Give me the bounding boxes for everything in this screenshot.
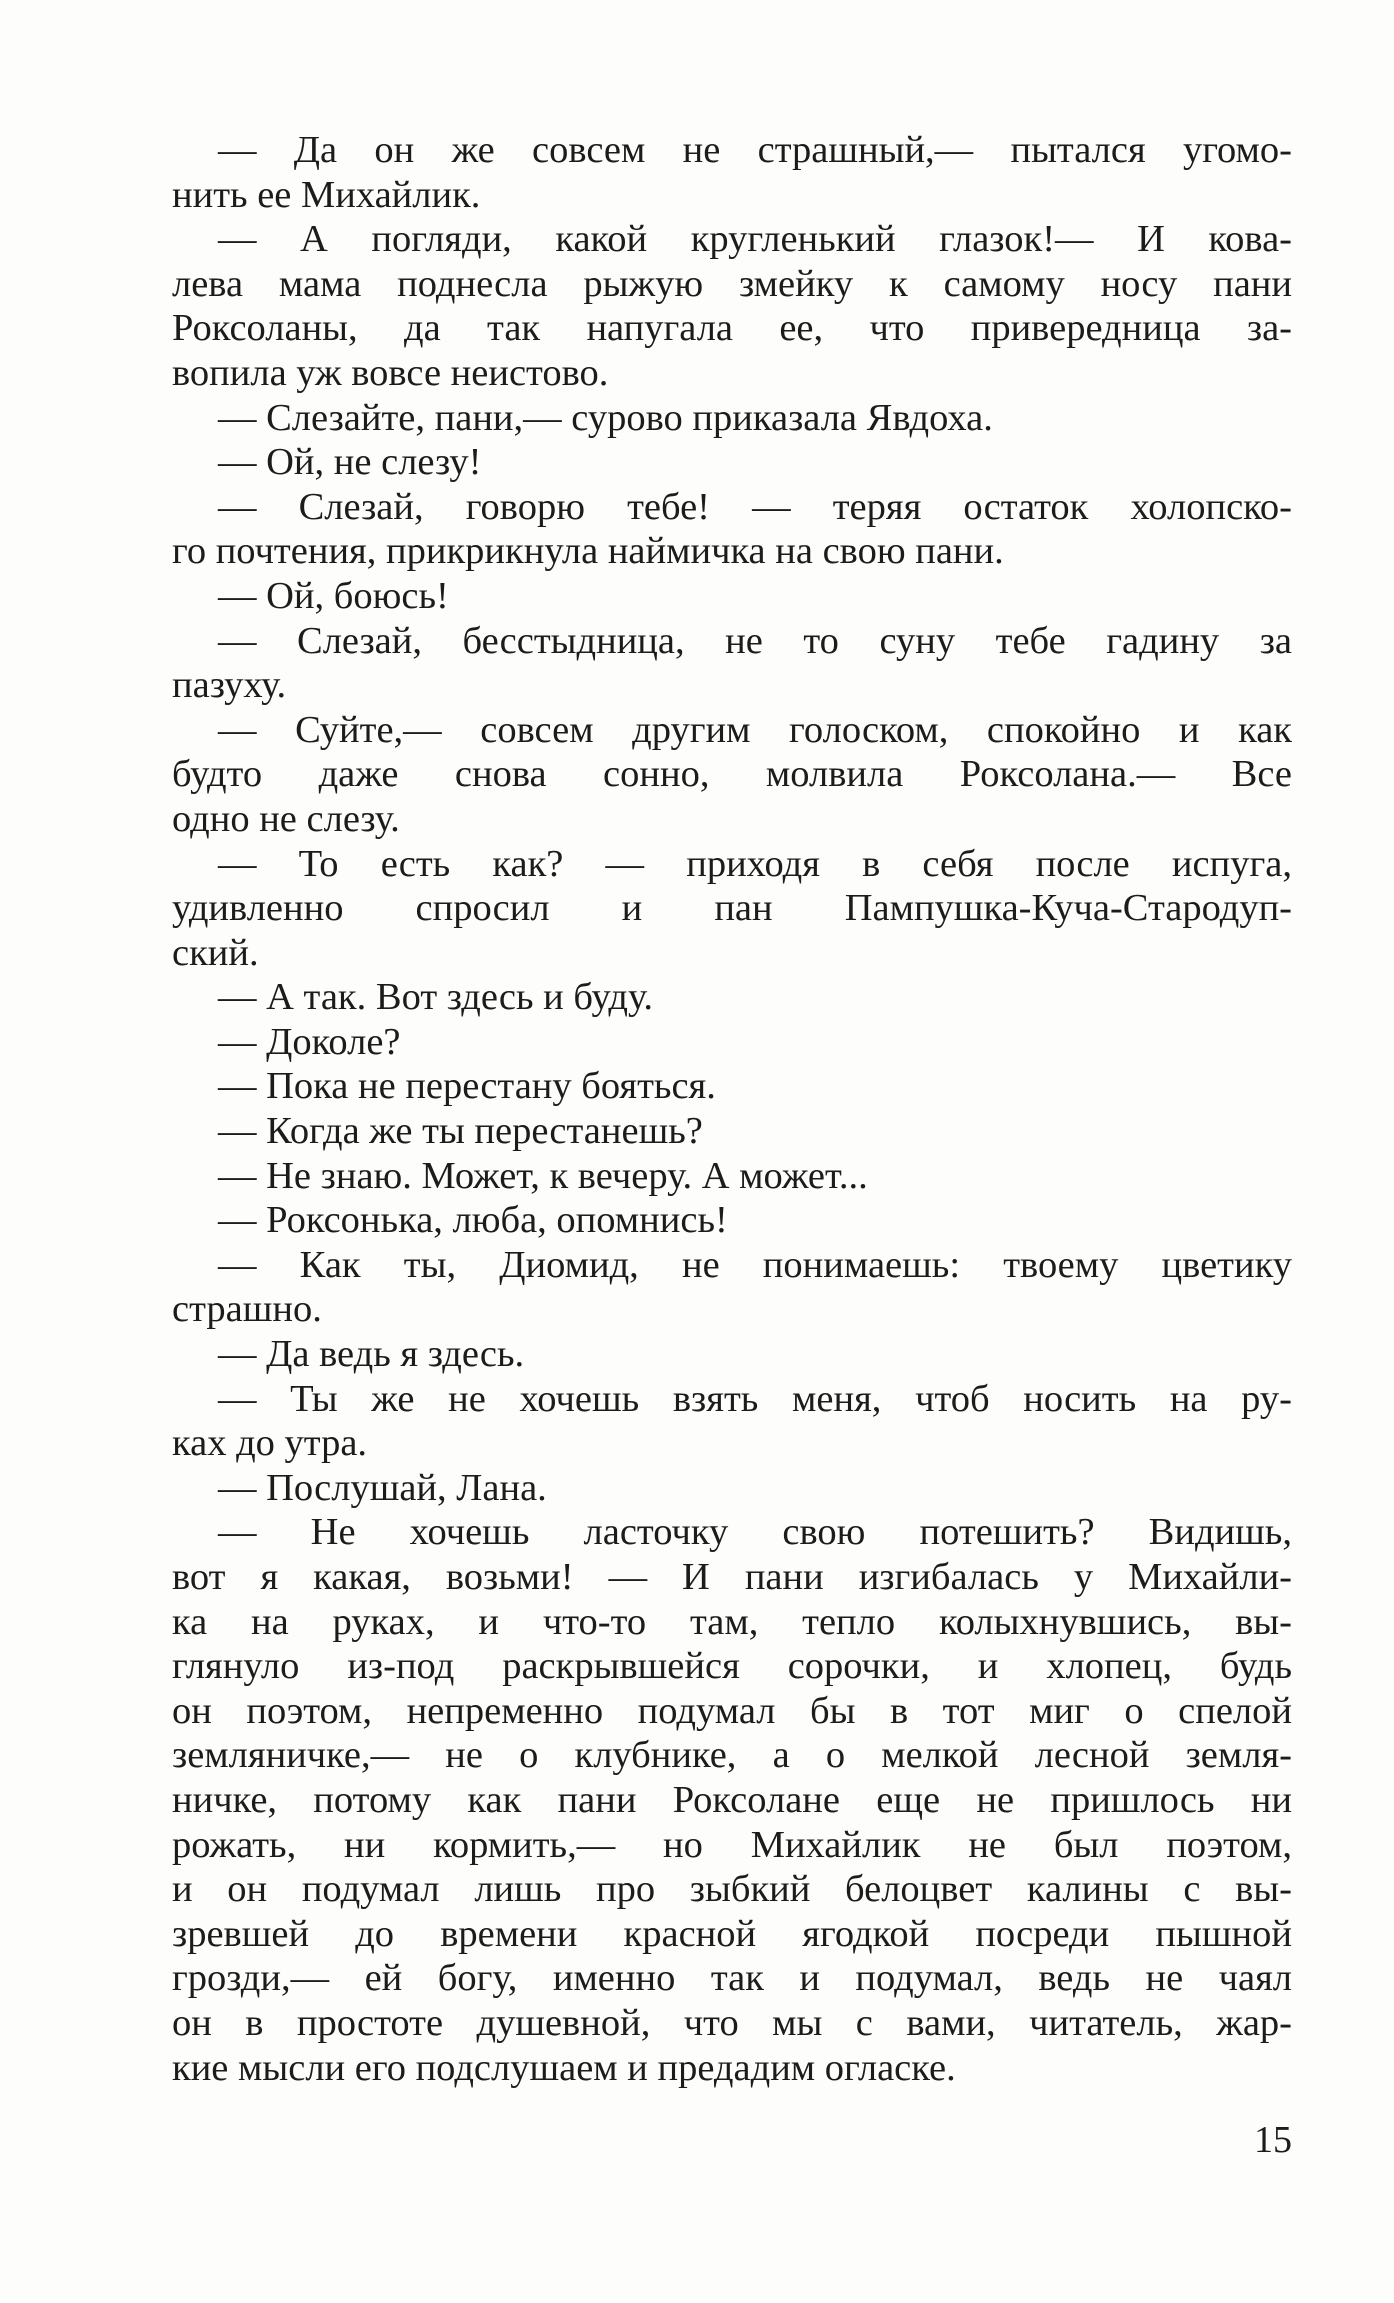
text-line: и он подумал лишь про зыбкий белоцвет калины с вы- [172,1868,1292,1911]
text-line: — Как ты, Диомид, не понимаешь: твоему цветику [218,1243,1292,1286]
text-line: рожать, ни кормить,— но Михайлик не был поэтом, [172,1823,1292,1866]
text-line: удивленно спросил и пан Пампушка-Куча-Стародуп- [172,887,1292,930]
text-line: земляничке,— не о клубнике, а о мелкой лесной земля- [172,1734,1292,1777]
text-line: ка на руках, и что-то там, тепло колыхнувшись, вы- [172,1600,1292,1643]
text-line: — А погляди, какой кругленький глазок!— И кова- [218,218,1292,261]
text-line: ничке, потому как пани Роксолане еще не пришлось ни [172,1778,1292,1821]
text-line: — Суйте,— совсем другим голоском, спокойно и как [218,708,1292,751]
text-line: вот я какая, возьми! — И пани изгибалась у Михайли- [172,1556,1292,1598]
text-line: грозди,— ей богу, именно так и подумал, ведь не чаял [172,1957,1292,2000]
text-line: — Слезай, говорю тебе! — теряя остаток холопско- [218,485,1292,528]
text-line: — Слезайте, пани,— сурово приказала Явдоха. [218,396,993,439]
text-line: — Ты же не хочешь взять меня, чтоб носить на ру- [218,1377,1292,1420]
text-line: пазуху. [172,664,287,707]
text-line: глянуло из-под раскрывшейся сорочки, и хлопец, будь [172,1645,1292,1688]
text-line: он в простоте душевной, что мы с вами, читатель, жар- [172,2001,1292,2044]
text-line: будто даже снова сонно, молвила Роксолана.— Все [172,753,1292,796]
text-line: — То есть как? — приходя в себя после испуга, [218,842,1292,885]
text-line: — Слезай, бесстыдница, не то суну тебе гадину за [218,619,1292,662]
text-line: — Да ведь я здесь. [218,1333,525,1376]
text-line: го почтения, прикрикнула наймичка на свою пани. [172,530,1004,573]
text-line: он поэтом, непременно подумал бы в тот миг о спелой [172,1689,1292,1732]
text-line: — Не хочешь ласточку свою потешить? Видишь, [218,1511,1292,1554]
page-number: 15 [1254,2119,1292,2161]
text-line: страшно. [172,1288,322,1331]
text-line: — Ой, боюсь! [218,574,449,617]
text-line: — Ой, не слезу! [218,441,482,484]
text-line: — Послушай, Лана. [218,1466,547,1509]
text-line: кие мысли его подслушаем и предадим огласке. [172,2046,956,2089]
text-line: лева мама поднесла рыжую змейку к самому носу пани [172,262,1292,305]
text-line: вопила уж вовсе неистово. [172,351,609,394]
text-line: — Пока не перестану бояться. [218,1065,716,1108]
text-line: — А так. Вот здесь и буду. [218,976,653,1019]
text-line: — Роксонька, люба, опомнись! [218,1199,728,1242]
text-line: ский. [172,931,259,974]
body-text [172,128,1292,2090]
text-line: — Доколе? [218,1020,401,1063]
text-line: нить ее Михайлик. [172,173,481,216]
text-line: ках до утра. [172,1422,368,1465]
text-line: одно не слезу. [172,797,400,840]
text-line: Роксоланы, да так напугала ее, что привередница за- [172,307,1292,350]
text-line: зревшей до времени красной ягодкой посреди пышной [172,1912,1292,1955]
text-line: — Не знаю. Может, к вечеру. А может... [218,1154,868,1197]
text-line: — Когда же ты перестанешь? [218,1110,703,1153]
text-line: — Да он же совсем не страшный,— пытался угомо- [218,129,1292,171]
